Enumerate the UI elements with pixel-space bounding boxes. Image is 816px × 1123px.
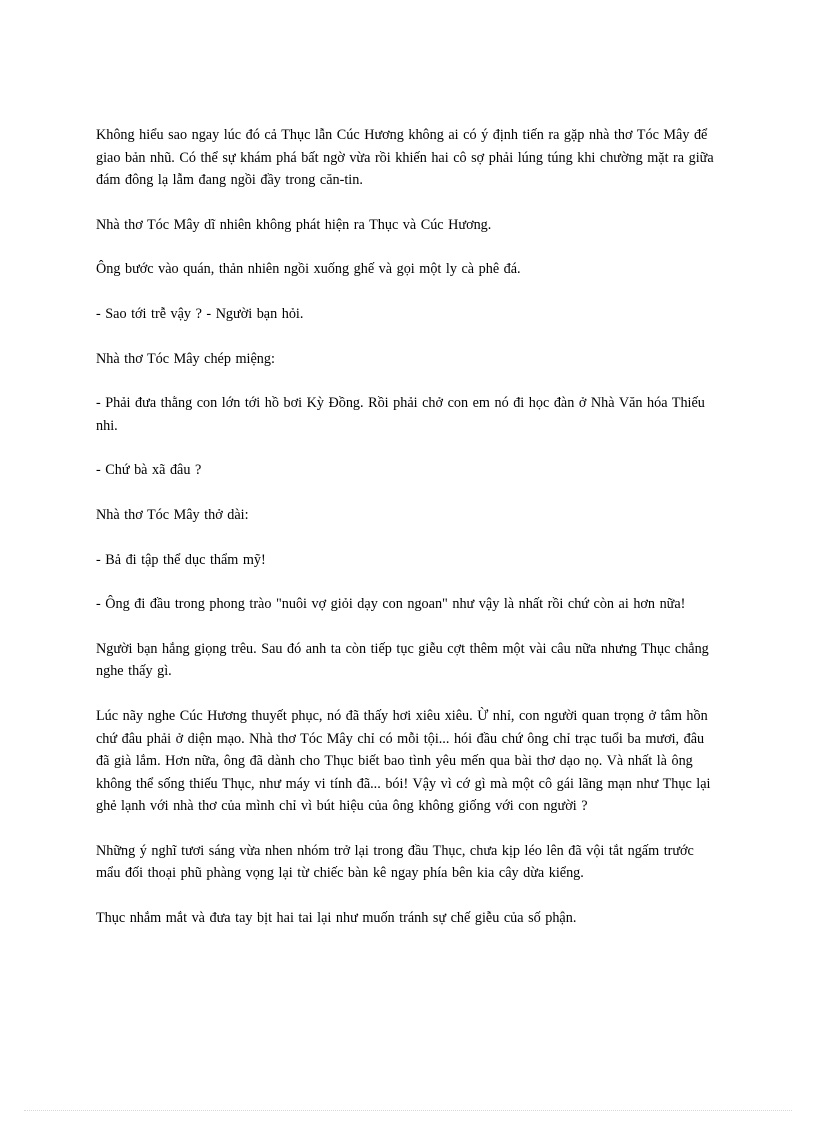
paragraph: - Bả đi tập thể dục thẩm mỹ! bbox=[96, 551, 266, 568]
paragraph: Lúc nãy nghe Cúc Hương thuyết phục, nó đã thấy hơi xiêu xiêu. Ừ nhỉ, con người quan trọng ở tâm hồn chứ đâu phải ở diện mạo. Nhà thơ Tóc Mây chỉ có mỗi tội... hói đầu chứ ông chỉ trạc tuổi ba mươi, đâu đã già lắm. Hơn nữa, ông đã dành cho Thục biết bao tình yêu mến qua bài thơ dạo nọ. Và nhất là ông không thể sống thiếu Thục, như máy vi tính đã... bói! Vậy vì cớ gì mà một cô gái lãng mạn như Thục lại ghẻ lạnh với nhà thơ của mình chỉ vì bút hiệu của ông không giống với con người ? bbox=[96, 707, 711, 815]
paragraph: Thục nhắm mắt và đưa tay bịt hai tai lại như muốn tránh sự chế giễu của số phận. bbox=[96, 910, 577, 927]
paragraph: Nhà thơ Tóc Mây chép miệng: bbox=[96, 350, 275, 367]
document-body bbox=[96, 124, 714, 952]
paragraph: Nhà thơ Tóc Mây dĩ nhiên không phát hiện ra Thục và Cúc Hương. bbox=[96, 216, 492, 233]
paragraph: Những ý nghĩ tươi sáng vừa nhen nhóm trở lại trong đầu Thục, chưa kịp léo lên đã vội tắt ngấm trước mẩu đối thoại phũ phàng vọng lại từ chiếc bàn kê ngay phía bên kia cây dừa kiểng. bbox=[96, 842, 694, 882]
paragraph: Nhà thơ Tóc Mây thở dài: bbox=[96, 506, 249, 523]
paragraph: Ông bước vào quán, thản nhiên ngồi xuống ghế và gọi một ly cà phê đá. bbox=[96, 261, 521, 278]
paragraph: - Phải đưa thằng con lớn tới hồ bơi Kỳ Đồng. Rồi phải chở con em nó đi học đàn ở Nhà Văn hóa Thiếu nhi. bbox=[96, 395, 705, 434]
paragraph: - Ông đi đầu trong phong trào "nuôi vợ giỏi dạy con ngoan" như vậy là nhất rồi chứ còn ai hơn nữa! bbox=[96, 596, 686, 613]
paragraph: Người bạn hắng giọng trêu. Sau đó anh ta còn tiếp tục giễu cợt thêm một vài câu nữa nhưng Thục chẳng nghe thấy gì. bbox=[96, 640, 709, 680]
page-bottom-divider bbox=[24, 1110, 792, 1111]
paragraph: Không hiểu sao ngay lúc đó cả Thục lẫn Cúc Hương không ai có ý định tiến ra gặp nhà thơ Tóc Mây để giao bản nhũ. Có thể sự khám phá bất ngờ vừa rồi khiến hai cô sợ phải lúng túng khi chường mặt ra giữa đám đông lạ lẫm đang ngồi đầy trong căn-tin. bbox=[96, 127, 714, 189]
paragraph: - Sao tới trễ vậy ? - Người bạn hỏi. bbox=[96, 305, 304, 322]
paragraph: - Chứ bà xã đâu ? bbox=[96, 462, 202, 479]
